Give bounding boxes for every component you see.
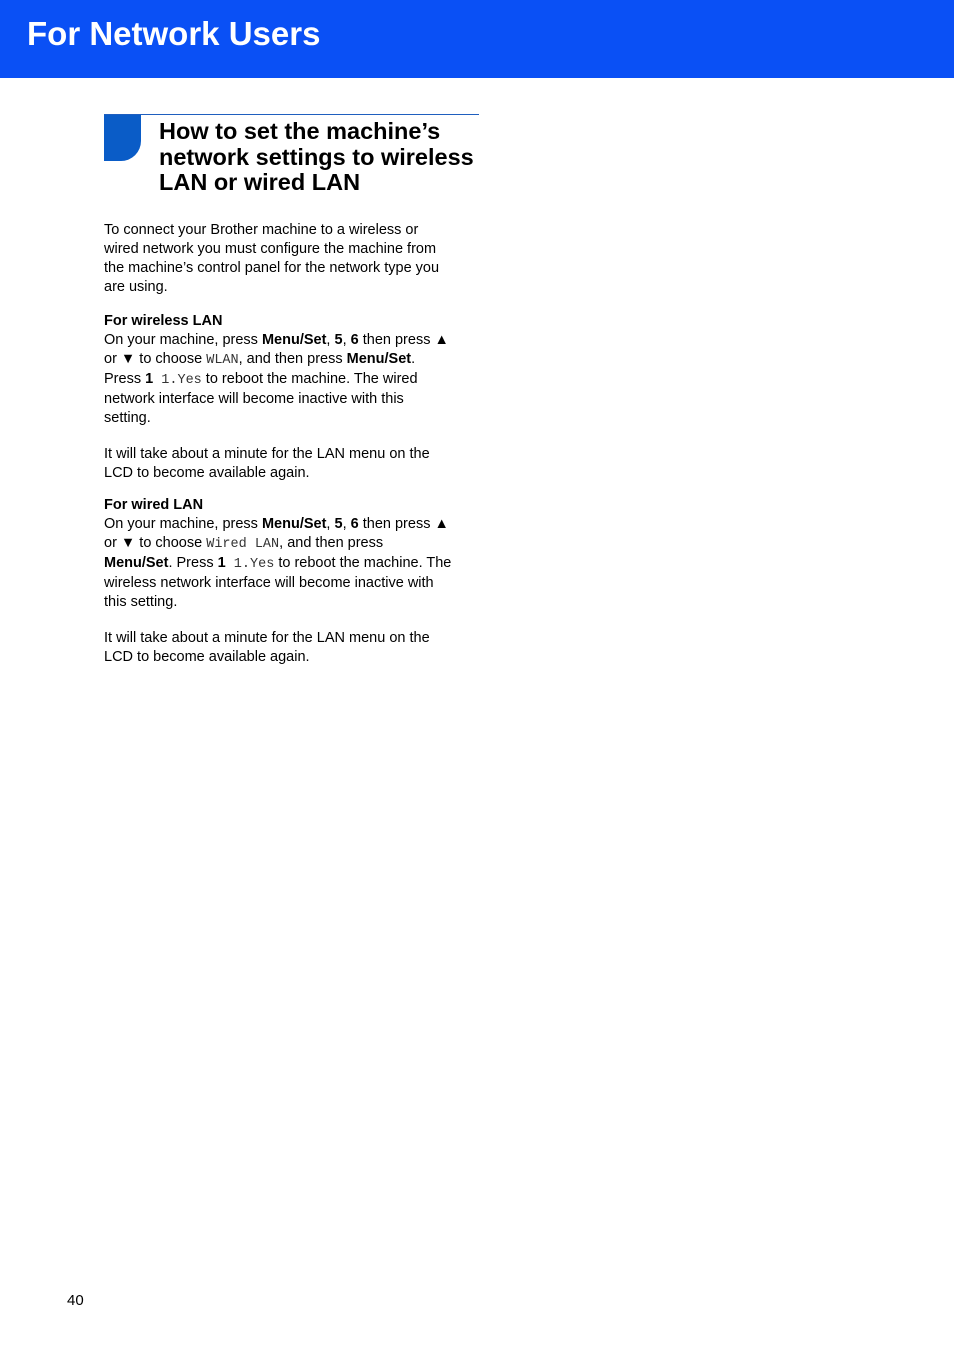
intro-line: are using.	[104, 279, 168, 295]
wireless-note-line: It will take about a minute for the LAN menu on the	[104, 446, 430, 462]
intro-paragraph	[104, 221, 479, 297]
intro-line: To connect your Brother machine to a wireless or	[104, 222, 419, 238]
wireless-line-3: Press 1 1.Yes to reboot the machine. The wired	[104, 371, 418, 388]
wireless-note-line: LCD to become available again.	[104, 465, 310, 481]
wireless-line-5: setting.	[104, 410, 151, 426]
wireless-heading: For wireless LAN	[104, 313, 223, 329]
wired-line-2: or ▼ to choose Wired LAN, and then press	[104, 535, 384, 552]
wireless-note	[104, 445, 479, 483]
wireless-section	[104, 312, 479, 428]
section-heading	[159, 119, 484, 196]
wireless-line-1: On your machine, press Menu/Set, 5, 6 then press ▲	[104, 332, 449, 348]
section-heading-line: network settings to wireless	[159, 143, 474, 170]
wired-note-line: It will take about a minute for the LAN menu on the	[104, 630, 430, 646]
intro-line: wired network you must configure the machine from	[104, 241, 437, 257]
header-title: For Network Users	[27, 15, 321, 52]
wireless-line-4: network interface will become inactive with this	[104, 391, 404, 407]
wired-heading: For wired LAN	[104, 497, 204, 513]
section-rule	[104, 114, 479, 115]
wired-section	[104, 496, 479, 612]
wired-line-3: Menu/Set. Press 1 1.Yes to reboot the machine. The	[104, 555, 452, 572]
page-number: 40	[67, 1292, 84, 1309]
intro-line: the machine’s control panel for the network type you	[104, 260, 440, 276]
section-heading-line: LAN or wired LAN	[159, 169, 361, 195]
wired-line-4: wireless network interface will become inactive with	[104, 575, 434, 591]
wired-line-5: this setting.	[104, 594, 178, 610]
wired-note	[104, 629, 479, 667]
section-tab-marker	[104, 115, 141, 161]
header-band	[0, 0, 954, 78]
wired-line-1: On your machine, press Menu/Set, 5, 6 then press ▲	[104, 516, 449, 532]
section-heading-line: How to set the machine’s	[159, 118, 441, 144]
wired-note-line: LCD to become available again.	[104, 649, 310, 665]
wireless-line-2: or ▼ to choose WLAN, and then press Menu/Set.	[104, 351, 416, 368]
